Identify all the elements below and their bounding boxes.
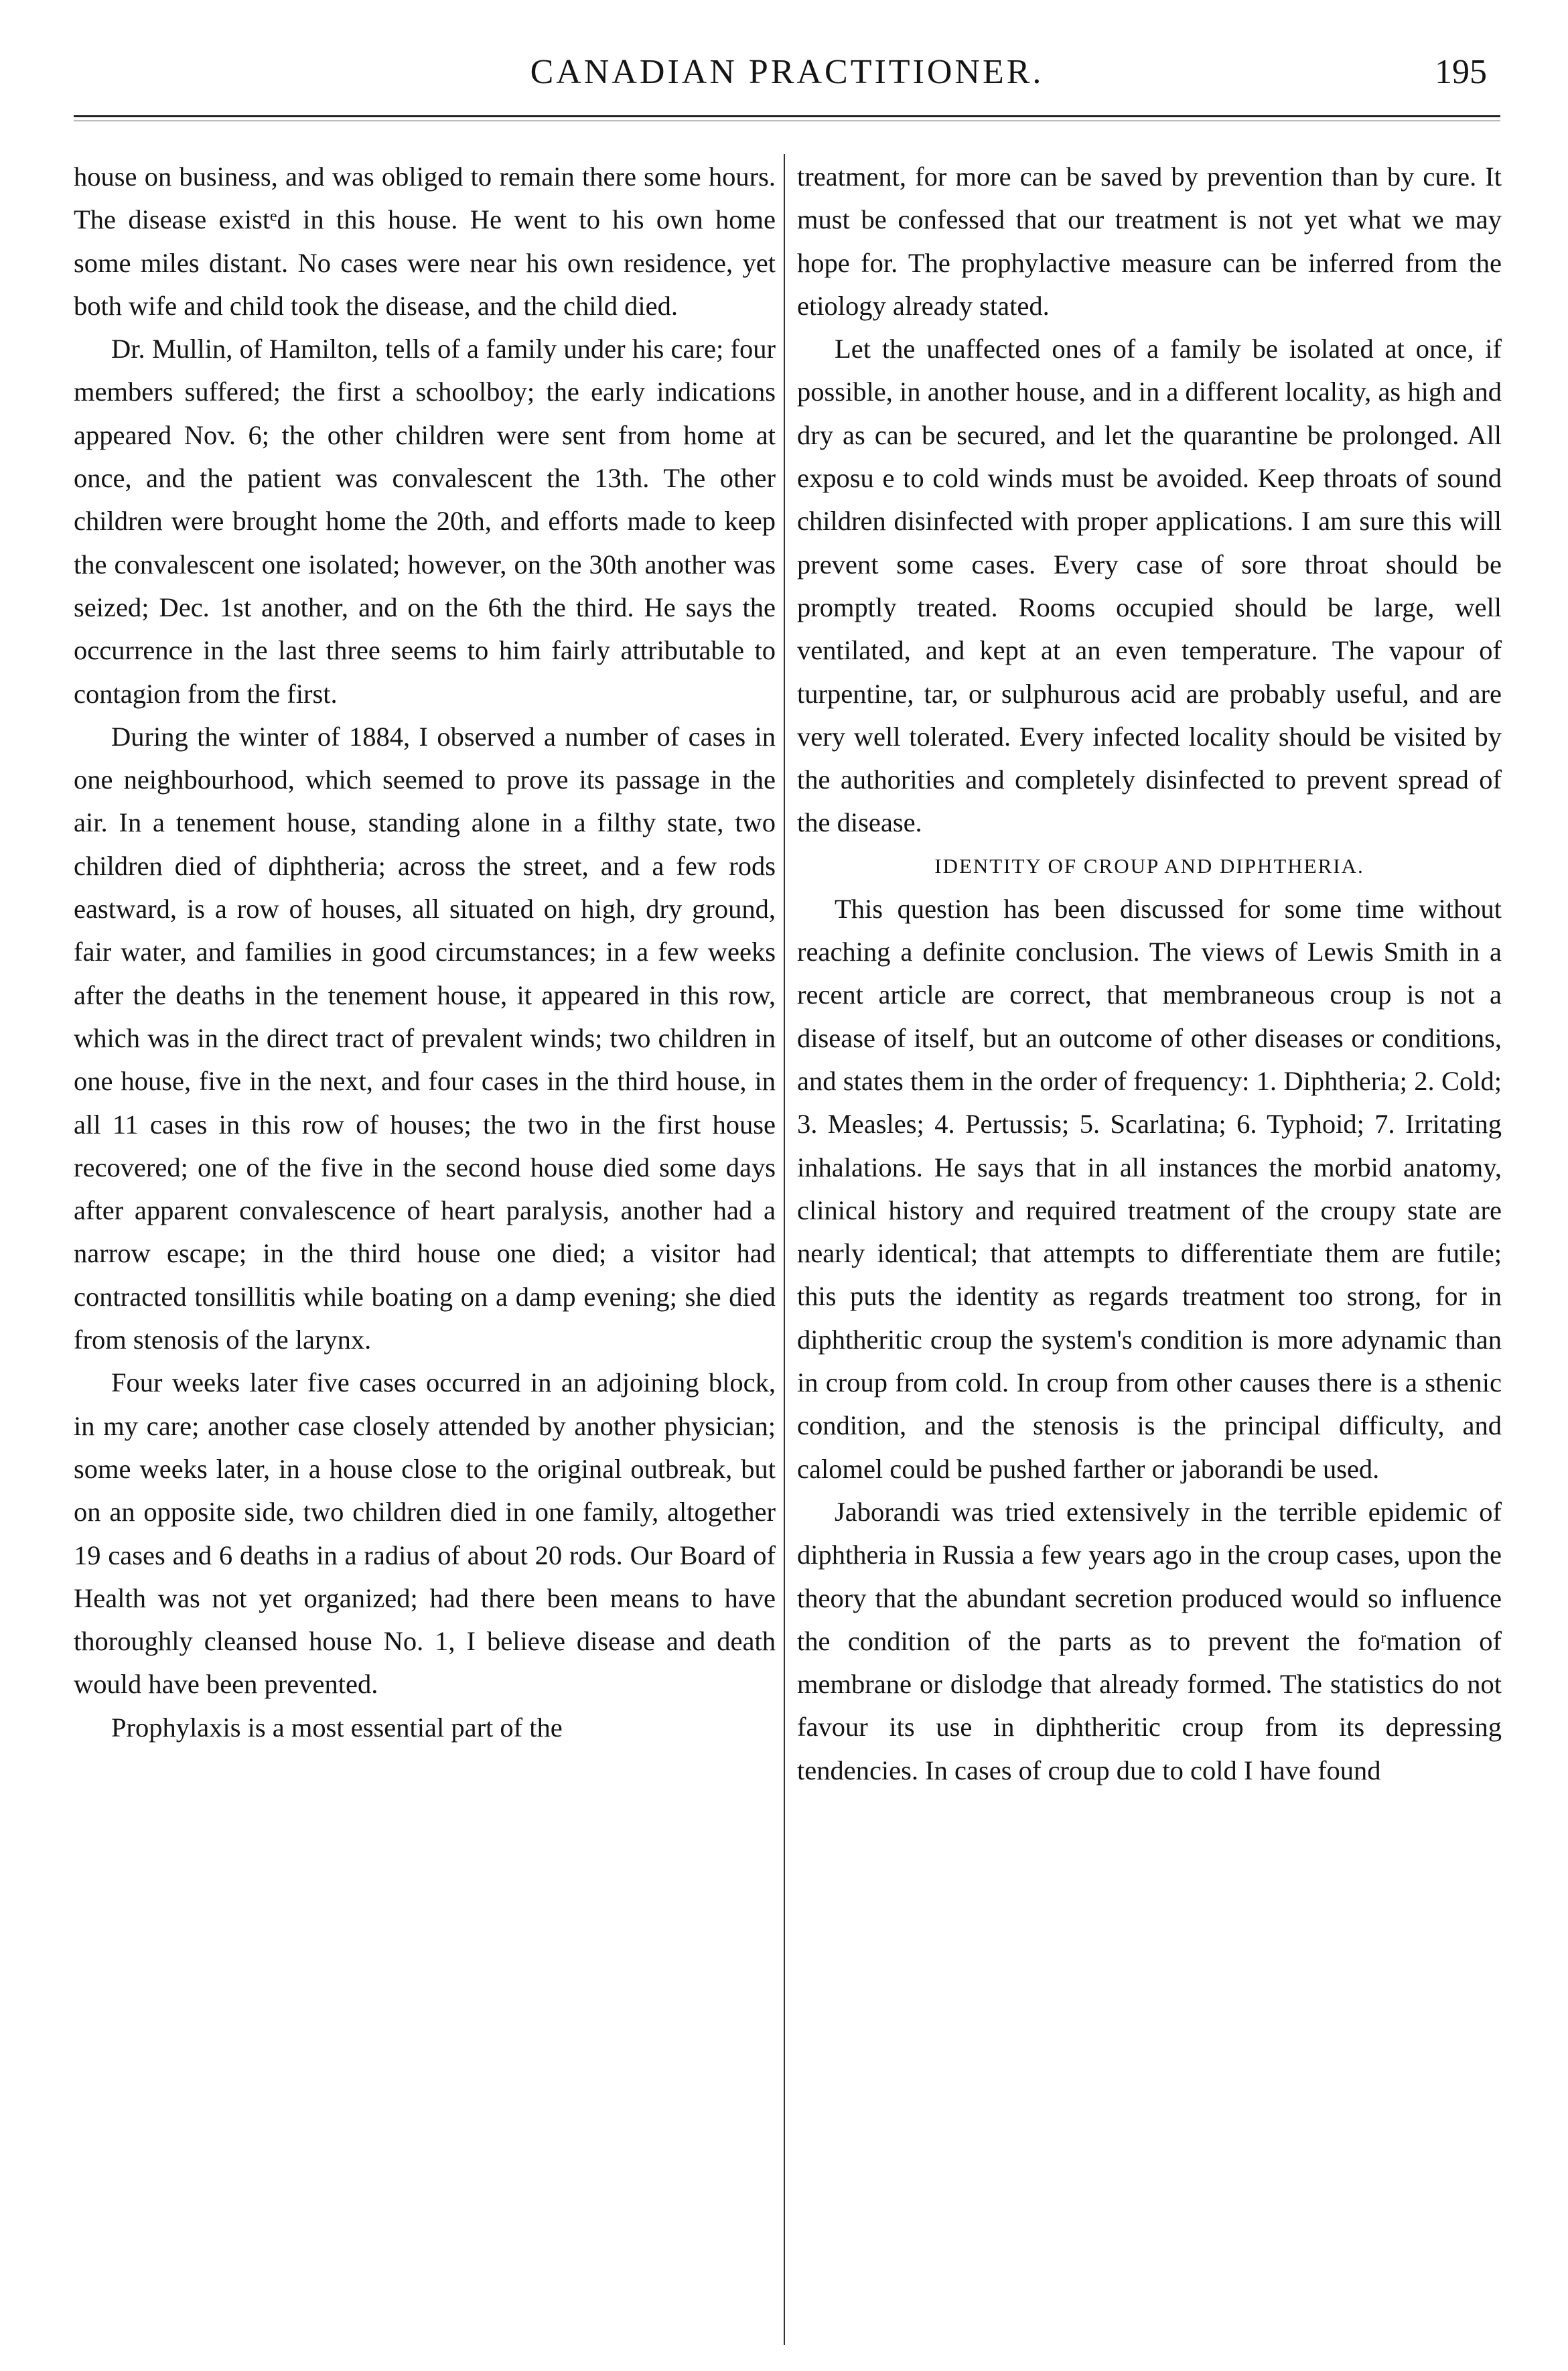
paragraph: During the winter of 1884, I observed a number of cases in one neighbourhood, which seemed to prove its passage in the air. In a tenement house, standing alone in a filthy state, two children died of diphtheria; across the street, and a few rods eastward, is a row of houses, all situated on high, dry ground, fair water, and families in good circumstances; in a few weeks after the deaths in the tenement house, it appeared in this row, which was in the direct tract of prevalent winds; two children in one house, five in the next, and four cases in the third house, in all 11 cases in this row of houses; the two in the first house recovered; one of the five in the second house died some days after apparent convalescence of heart paralysis, another had a narrow escape; in the third house one died; a visitor had contracted tonsillitis while boating on a damp evening; she died from stenosis of the larynx. (74, 721, 776, 1355)
section-heading: IDENTITY OF CROUP AND DIPHTHERIA. (934, 854, 1364, 878)
header-rule (74, 115, 1500, 117)
paragraph: Prophylaxis is a most essential part of the (111, 1712, 563, 1743)
paragraph: Dr. Mullin, of Hamilton, tells of a family under his care; four members suffered; the first a schoolboy; the early indications appeared Nov. 6; the other children were sent from home at once, and the patient was convalescent the 13th. The other children were brought home the 20th, and efforts made to keep the convalescent one isolated; however, on the 30th another was seized; Dec. 1st another, and on the 6th the third. He says the occurrence in the last three seems to him fairly attributable to contagion from the first. (74, 334, 776, 709)
paragraph: Jaborandi was tried extensively in the terrible epidemic of diphtheria in Russia a few years ago in the croup cases, upon the theory that the abundant secretion produced would so influence the condition of the parts as to prevent the foʳmation of membrane or dislodge that already formed. The statistics do not favour its use in diphtheritic croup from its depressing tendencies. In cases of croup due to cold I have found (797, 1496, 1502, 1785)
right-column (797, 155, 1502, 1792)
left-column (74, 155, 776, 1749)
running-head (74, 52, 1500, 113)
paragraph: Let the unaffected ones of a family be isolated at once, if possible, in another house, and in a different locality, as high and dry as can be secured, and let the quarantine be prolonged. All exposu e to cold winds must be avoided. Keep throats of sound children disinfected with proper applications. I am sure this will prevent some cases. Every case of sore throat should be promptly treated. Rooms occupied should be large, well ventilated, and kept at an even temperature. The vapour of turpentine, tar, or sulphurous acid are probably useful, and are very well tolerated. Every infected locality should be visited by the authorities and completely disinfected to prevent spread of the disease. (797, 334, 1502, 838)
column-divider (784, 154, 785, 2345)
journal-title: CANADIAN PRACTITIONER. (530, 53, 1044, 91)
paragraph: treatment, for more can be saved by prevention than by cure. It must be confessed that our treatment is not yet what we may hope for. The prophylactive measure can be inferred from the etiology already stated. (797, 161, 1502, 321)
paragraph: Four weeks later five cases occurred in an adjoining block, in my care; another case closely attended by another physician; some weeks later, in a house close to the original outbreak, but on an opposite side, two children died in one family, altogether 19 cases and 6 deaths in a radius of about 20 rods. Our Board of Health was not yet organized; had there been means to have thoroughly cleansed house No. 1, I believe disease and death would have been prevented. (74, 1367, 776, 1700)
page-number: 195 (1435, 53, 1487, 91)
paragraph: This question has been discussed for some time without reaching a definite conclusion. The views of Lewis Smith in a recent article are correct, that membraneous croup is not a disease of itself, but an outcome of other diseases or conditions, and states them in the order of frequency: 1. Diphtheria; 2. Cold; 3. Measles; 4. Pertussis; 5. Scarlatina; 6. Typhoid; 7. Irritating inhalations. He says that in all instances the morbid anatomy, clinical history and required treatment of the croupy state are nearly identical; that attempts to differentiate them are futile; this puts the identity as regards treatment too strong, for in diphtheritic croup the system's condition is more adynamic than in croup from cold. In croup from other causes there is a sthenic condition, and the stenosis is the principal difficulty, and calomel could be pushed farther or jaborandi be used. (797, 893, 1502, 1484)
paragraph: house on business, and was obliged to remain there some hours. The disease existᵉd in this house. He went to his own home some miles distant. No cases were near his own residence, yet both wife and child took the disease, and the child died. (74, 161, 776, 321)
